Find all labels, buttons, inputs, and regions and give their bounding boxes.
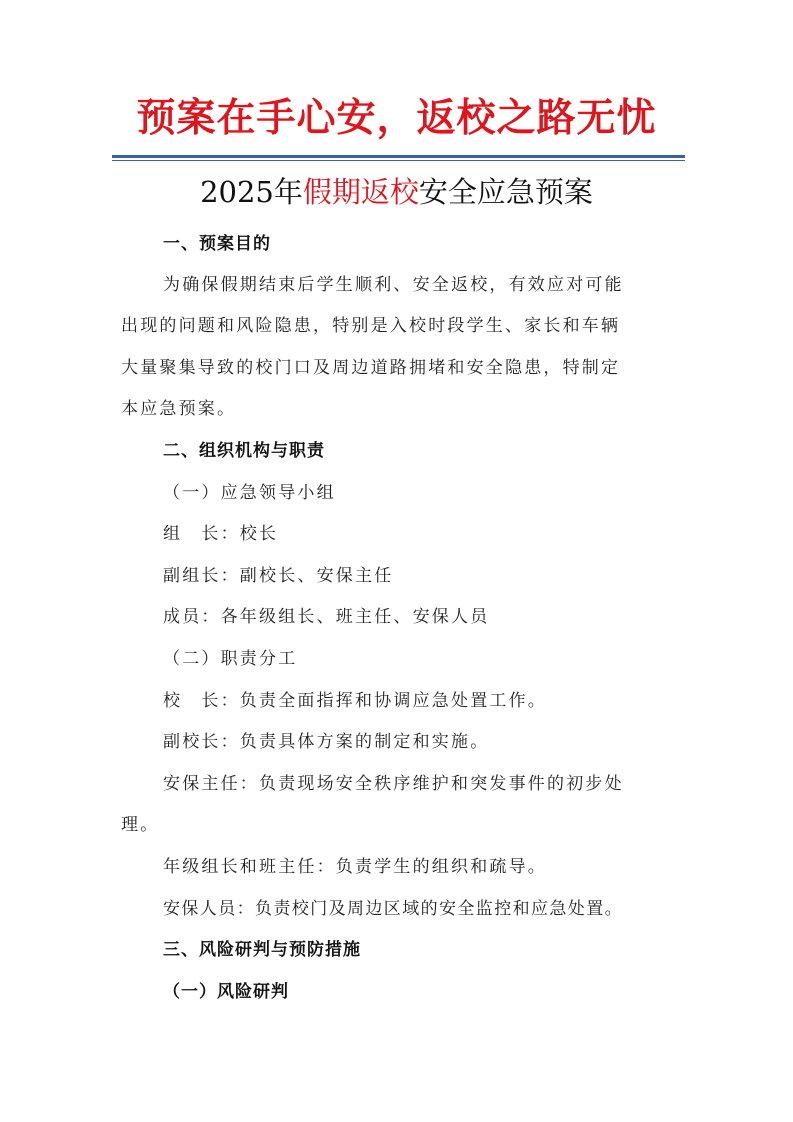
text-leader: 组 长：校长: [163, 524, 279, 544]
section-heading-purpose: 一、预案目的: [163, 234, 271, 254]
paragraph-line: 本应急预案。: [121, 399, 237, 419]
paragraph-line: 为确保假期结束后学生顺利、安全返校，有效应对可能: [163, 275, 624, 295]
paragraph-line: 出现的问题和风险隐患，特别是入校时段学生、家长和车辆: [121, 316, 621, 336]
document-title: [0, 172, 793, 212]
section-heading-organization: 二、组织机构与职责: [163, 441, 325, 461]
text-duty-security-head-cont: 理。: [121, 815, 160, 835]
title-highlight: 假期返校: [302, 175, 419, 209]
title-rest: 安全应急预案: [418, 175, 593, 209]
subheading-leading-group: （一）应急领导小组: [163, 483, 336, 503]
text-duty-vice: 副校长：负责具体方案的制定和实施。: [163, 732, 490, 752]
text-vice-leader: 副组长：副校长、安保主任: [163, 566, 394, 586]
text-duty-principal: 校 长：负责全面指挥和协调应急处置工作。: [163, 691, 547, 711]
paragraph-line: 大量聚集导致的校门口及周边道路拥堵和安全隐患，特制定: [121, 358, 621, 378]
subheading-risk-assessment: （一）风险研判: [163, 982, 289, 1002]
banner-slogan: 预案在手心安，返校之路无忧: [136, 95, 657, 141]
divider-thin: [112, 160, 685, 161]
text-members: 成员：各年级组长、班主任、安保人员: [163, 607, 490, 627]
section-heading-risk: 三、风险研判与预防措施: [163, 940, 361, 960]
text-duty-security-head: 安保主任：负责现场安全秩序维护和突发事件的初步处: [163, 774, 624, 794]
title-year: 2025年: [200, 175, 303, 209]
subheading-duties: （二）职责分工: [163, 649, 298, 669]
divider-thick: [112, 155, 685, 158]
text-duty-guards: 安保人员：负责校门及周边区域的安全监控和应急处置。: [163, 899, 623, 919]
text-duty-grade: 年级组长和班主任：负责学生的组织和疏导。: [163, 857, 547, 877]
